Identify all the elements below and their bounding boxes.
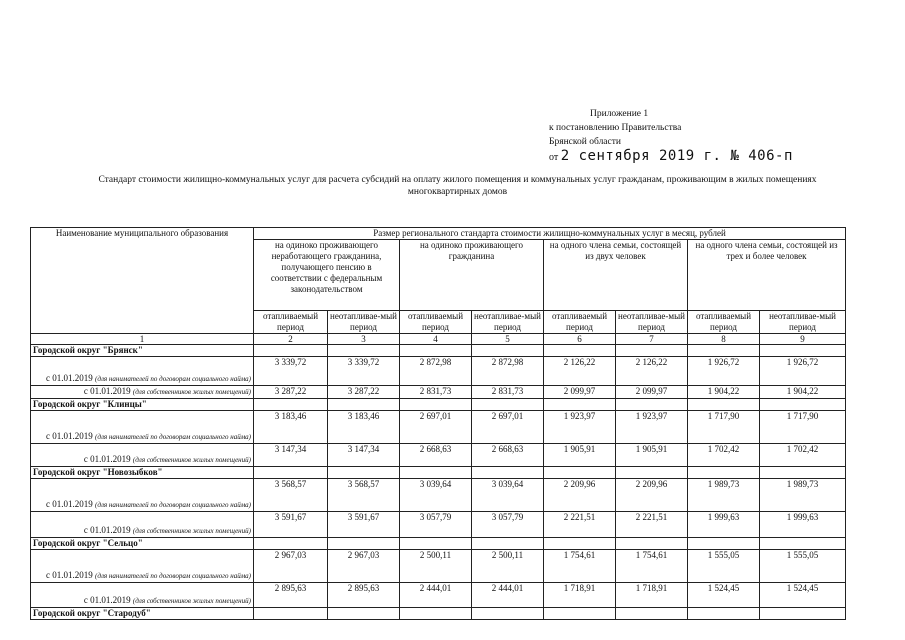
date-label: с 01.01.2019 [46, 431, 93, 441]
empty-cell [616, 608, 688, 620]
empty-cell [760, 538, 846, 550]
table-row [31, 479, 846, 512]
value-cell: 1 718,91 [544, 583, 616, 608]
district-name: Городской округ "Клинцы" [31, 399, 254, 411]
value-cell: 3 591,67 [328, 512, 400, 538]
label-note: (для собственников жилых помещений) [132, 527, 251, 535]
empty-cell [472, 467, 544, 479]
owners-label [31, 583, 254, 608]
label-note: (для собственников жилых помещений) [132, 597, 251, 605]
empty-cell [254, 467, 328, 479]
district-row [31, 467, 846, 479]
tenants-label [31, 357, 254, 386]
empty-cell [254, 608, 328, 620]
date-label: с 01.01.2019 [83, 525, 131, 535]
district-row [31, 538, 846, 550]
empty-cell [760, 467, 846, 479]
empty-cell [544, 399, 616, 411]
date-label: с 01.01.2019 [46, 373, 93, 383]
subheader-heated: отапливаемый период [688, 311, 760, 334]
table-row [31, 550, 846, 583]
subheader-unheated: неотапливае-мый период [472, 311, 544, 334]
district-name: Городской округ "Брянск" [31, 345, 254, 357]
size-header: Размер регионального стандарта стоимости жилищно-коммунальных услуг в месяц, рублей [254, 228, 846, 240]
subheader-heated: отапливаемый период [400, 311, 472, 334]
empty-cell [616, 399, 688, 411]
date-label: с 01.01.2019 [46, 499, 93, 509]
empty-cell [616, 538, 688, 550]
value-cell: 2 697,01 [472, 411, 544, 444]
value-cell: 2 872,98 [472, 357, 544, 386]
empty-cell [472, 345, 544, 357]
empty-cell [760, 608, 846, 620]
subheader-heated: отапливаемый период [254, 311, 328, 334]
value-cell: 3 591,67 [254, 512, 328, 538]
empty-cell [328, 608, 400, 620]
district-name: Городской округ "Стародуб" [31, 608, 254, 620]
title-line-1: Стандарт стоимости жилищно-коммунальных услуг для расчета субсидий на оплату жилого помещения и коммунальных услуг гражданам, проживающим в жилых помещениях [98, 175, 817, 185]
table-row [31, 386, 846, 399]
empty-cell [472, 538, 544, 550]
subheader-heated: отапливаемый период [544, 311, 616, 334]
group-header-family-two: на одного члена семьи, состоящей из двух человек [544, 240, 688, 311]
value-cell: 2 099,97 [544, 386, 616, 399]
empty-cell [328, 467, 400, 479]
column-number: 4 [400, 334, 472, 345]
table-row [31, 357, 846, 386]
appendix-line-3: Брянской области [549, 137, 621, 147]
value-cell: 2 500,11 [400, 550, 472, 583]
empty-cell [400, 538, 472, 550]
value-cell: 1 754,61 [616, 550, 688, 583]
column-number: 1 [31, 334, 254, 345]
value-cell: 1 717,90 [760, 411, 846, 444]
value-cell: 1 999,63 [688, 512, 760, 538]
column-number-row [31, 334, 846, 345]
empty-cell [616, 345, 688, 357]
column-number: 6 [544, 334, 616, 345]
value-cell: 2 895,63 [254, 583, 328, 608]
value-cell: 1 524,45 [688, 583, 760, 608]
municipality-header: Наименование муниципального образования [31, 228, 254, 334]
empty-cell [254, 399, 328, 411]
district-row [31, 345, 846, 357]
value-cell: 3 057,79 [472, 512, 544, 538]
empty-cell [544, 467, 616, 479]
value-cell: 1 926,72 [688, 357, 760, 386]
label-note: (для нанимателей по договорам социального найма) [95, 501, 251, 509]
value-cell: 2 221,51 [544, 512, 616, 538]
column-number: 7 [616, 334, 688, 345]
value-cell: 3 057,79 [400, 512, 472, 538]
value-cell: 3 147,34 [328, 444, 400, 467]
value-cell: 1 989,73 [688, 479, 760, 512]
value-cell: 2 126,22 [544, 357, 616, 386]
empty-cell [688, 467, 760, 479]
value-cell: 1 905,91 [544, 444, 616, 467]
table-row [31, 411, 846, 444]
appendix-line-2: к постановлению Правительства [549, 123, 682, 133]
value-cell: 2 668,63 [472, 444, 544, 467]
subheader-unheated: неотапливае-мый период [760, 311, 846, 334]
owners-label [31, 512, 254, 538]
value-cell: 1 989,73 [760, 479, 846, 512]
group-header-pensioner: на одиноко проживающего неработающего гражданина, получающего пенсию в соответствии с федеральным законодательством [254, 240, 400, 311]
value-cell: 1 754,61 [544, 550, 616, 583]
column-number: 9 [760, 334, 846, 345]
value-cell: 2 209,96 [544, 479, 616, 512]
label-note: (для нанимателей по договорам социального найма) [95, 572, 251, 580]
value-cell: 1 555,05 [760, 550, 846, 583]
value-cell: 1 923,97 [544, 411, 616, 444]
tenants-label [31, 411, 254, 444]
empty-cell [328, 399, 400, 411]
document-title [30, 174, 885, 198]
empty-cell [400, 608, 472, 620]
table-row [31, 444, 846, 467]
table-row [31, 583, 846, 608]
empty-cell [400, 399, 472, 411]
label-note: (для собственников жилых помещений) [132, 456, 251, 464]
value-cell: 1 717,90 [688, 411, 760, 444]
empty-cell [688, 538, 760, 550]
empty-cell [328, 345, 400, 357]
value-cell: 1 904,22 [688, 386, 760, 399]
date-prefix: от [549, 152, 559, 163]
column-number: 5 [472, 334, 544, 345]
appendix-date-line [549, 149, 793, 165]
empty-cell [544, 538, 616, 550]
value-cell: 3 039,64 [400, 479, 472, 512]
value-cell: 2 697,01 [400, 411, 472, 444]
empty-cell [688, 399, 760, 411]
table-row [31, 512, 846, 538]
value-cell: 3 568,57 [254, 479, 328, 512]
value-cell: 1 905,91 [616, 444, 688, 467]
empty-cell [254, 538, 328, 550]
empty-cell [760, 345, 846, 357]
value-cell: 2 444,01 [472, 583, 544, 608]
column-number: 3 [328, 334, 400, 345]
value-cell: 2 209,96 [616, 479, 688, 512]
value-cell: 2 895,63 [328, 583, 400, 608]
value-cell: 2 831,73 [472, 386, 544, 399]
empty-cell [688, 608, 760, 620]
district-name: Городской округ "Новозыбков" [31, 467, 254, 479]
value-cell: 3 147,34 [254, 444, 328, 467]
owners-label [31, 444, 254, 467]
subheader-unheated: неотапливае-мый период [616, 311, 688, 334]
value-cell: 3 039,64 [472, 479, 544, 512]
value-cell: 3 339,72 [328, 357, 400, 386]
date-label: с 01.01.2019 [83, 386, 131, 396]
district-name: Городской округ "Сельцо" [31, 538, 254, 550]
empty-cell [760, 399, 846, 411]
value-cell: 1 702,42 [688, 444, 760, 467]
empty-cell [254, 345, 328, 357]
value-cell: 2 126,22 [616, 357, 688, 386]
value-cell: 3 287,22 [328, 386, 400, 399]
tenants-label [31, 550, 254, 583]
label-note: (для собственников жилых помещений) [132, 388, 251, 396]
value-cell: 3 287,22 [254, 386, 328, 399]
group-header-family-three: на одного члена семьи, состоящей из трех и более человек [688, 240, 846, 311]
empty-cell [472, 608, 544, 620]
value-cell: 2 967,03 [254, 550, 328, 583]
empty-cell [400, 467, 472, 479]
value-cell: 2 872,98 [400, 357, 472, 386]
value-cell: 1 702,42 [760, 444, 846, 467]
value-cell: 1 999,63 [760, 512, 846, 538]
empty-cell [688, 345, 760, 357]
column-number: 2 [254, 334, 328, 345]
date-label: с 01.01.2019 [83, 595, 131, 605]
subheader-unheated: неотапливае-мый период [328, 311, 400, 334]
value-cell: 2 221,51 [616, 512, 688, 538]
value-cell: 1 904,22 [760, 386, 846, 399]
column-number: 8 [688, 334, 760, 345]
district-row [31, 399, 846, 411]
title-line-2: многоквартирных домов [407, 187, 508, 197]
empty-cell [328, 538, 400, 550]
value-cell: 3 183,46 [254, 411, 328, 444]
tenants-label [31, 479, 254, 512]
value-cell: 1 524,45 [760, 583, 846, 608]
value-cell: 1 923,97 [616, 411, 688, 444]
empty-cell [616, 467, 688, 479]
empty-cell [544, 345, 616, 357]
label-note: (для нанимателей по договорам социального найма) [95, 375, 251, 383]
value-cell: 2 099,97 [616, 386, 688, 399]
value-cell: 1 926,72 [760, 357, 846, 386]
value-cell: 3 183,46 [328, 411, 400, 444]
appendix-title: Приложение 1 [590, 109, 649, 119]
empty-cell [472, 399, 544, 411]
value-cell: 2 831,73 [400, 386, 472, 399]
empty-cell [400, 345, 472, 357]
label-note: (для нанимателей по договорам социального найма) [95, 433, 251, 441]
appendix-block [549, 107, 793, 165]
value-cell: 3 339,72 [254, 357, 328, 386]
date-label: с 01.01.2019 [46, 570, 93, 580]
handwritten-date: 2 сентября 2019 г. № 406-п [560, 148, 793, 164]
value-cell: 2 500,11 [472, 550, 544, 583]
standards-table [30, 227, 846, 620]
date-label: с 01.01.2019 [83, 454, 131, 464]
value-cell: 2 967,03 [328, 550, 400, 583]
district-row [31, 608, 846, 620]
value-cell: 3 568,57 [328, 479, 400, 512]
owners-label [31, 386, 254, 399]
header-row-1 [31, 228, 846, 240]
group-header-single: на одиноко проживающего гражданина [400, 240, 544, 311]
value-cell: 2 668,63 [400, 444, 472, 467]
value-cell: 1 555,05 [688, 550, 760, 583]
value-cell: 1 718,91 [616, 583, 688, 608]
empty-cell [544, 608, 616, 620]
value-cell: 2 444,01 [400, 583, 472, 608]
